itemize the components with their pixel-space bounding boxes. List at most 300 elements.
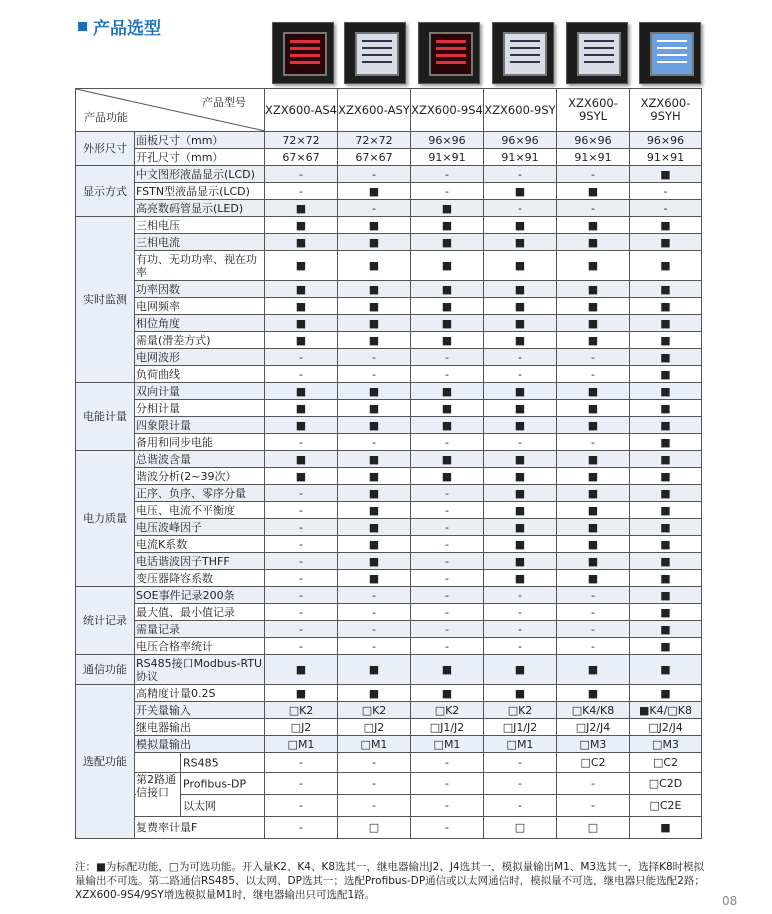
table-row — [76, 315, 702, 332]
cell-value: □M1 — [265, 736, 338, 753]
table-row — [76, 217, 702, 234]
table-row — [76, 621, 702, 638]
table-row — [76, 366, 702, 383]
group-label: 选配功能 — [76, 685, 135, 839]
cell-value: ■ — [484, 685, 557, 702]
table-row — [76, 132, 702, 149]
cell-value: ■ — [557, 502, 630, 519]
cell-value: - — [557, 621, 630, 638]
cell-value: - — [484, 795, 557, 817]
feature-label: 中文图形液晶显示(LCD) — [135, 166, 265, 183]
table-row — [76, 753, 702, 773]
table-row — [76, 604, 702, 621]
feature-label: 以太网 — [183, 799, 216, 812]
cell-value: ■ — [484, 183, 557, 200]
cell-value: □M1 — [484, 736, 557, 753]
cell-value: ■ — [630, 434, 702, 451]
feature-label: 双向计量 — [135, 383, 265, 400]
feature-label: SOE事件记录200条 — [135, 587, 265, 604]
cell-value: ■ — [630, 298, 702, 315]
cell-value: - — [338, 200, 411, 217]
table-row — [76, 702, 702, 719]
cell-value: ■ — [338, 451, 411, 468]
table-row — [76, 417, 702, 434]
cell-value: - — [411, 553, 484, 570]
cell-value: ■ — [338, 685, 411, 702]
cell-value: ■ — [557, 685, 630, 702]
feature-label: 开关量输入 — [135, 702, 265, 719]
header-corner — [76, 89, 265, 132]
cell-value: □C2E — [630, 795, 702, 817]
table-row — [76, 502, 702, 519]
cell-value: - — [338, 587, 411, 604]
table-row — [76, 468, 702, 485]
feature-label: 电流K系数 — [135, 536, 265, 553]
feature-label: 正序、负序、零序分量 — [135, 485, 265, 502]
cell-value: - — [338, 166, 411, 183]
title-bullet-icon — [78, 22, 87, 31]
table-row — [76, 349, 702, 366]
cell-value: 91×91 — [411, 149, 484, 166]
cell-value: ■ — [411, 315, 484, 332]
cell-value: - — [338, 434, 411, 451]
cell-value: - — [265, 366, 338, 383]
feature-label: 高精度计量0.2S — [135, 685, 265, 702]
table-row — [76, 638, 702, 655]
cell-value: ■ — [265, 217, 338, 234]
cell-value: ■ — [484, 217, 557, 234]
cell-value: - — [265, 604, 338, 621]
cell-value: ■ — [411, 655, 484, 685]
cell-value: ■ — [411, 332, 484, 349]
cell-value: ■ — [630, 366, 702, 383]
cell-value: □M3 — [630, 736, 702, 753]
feature-label: 谐波分析(2~39次） — [135, 468, 265, 485]
cell-value: - — [484, 621, 557, 638]
cell-value: - — [338, 753, 411, 773]
cell-value: ■ — [484, 298, 557, 315]
model-header: XZX600-ASY — [338, 89, 411, 132]
cell-value: - — [265, 434, 338, 451]
table-row — [76, 685, 702, 702]
cell-value: - — [338, 621, 411, 638]
cell-value: □C2 — [630, 753, 702, 773]
cell-value: 72×72 — [265, 132, 338, 149]
cell-value: ■ — [557, 234, 630, 251]
table-row — [76, 434, 702, 451]
cell-value: - — [265, 183, 338, 200]
cell-value: ■ — [557, 536, 630, 553]
product-images — [264, 22, 700, 86]
cell-value: - — [411, 366, 484, 383]
feature-label: 三相电流 — [135, 234, 265, 251]
cell-value: ■ — [630, 281, 702, 298]
cell-value: ■ — [557, 251, 630, 281]
cell-value: ■ — [484, 468, 557, 485]
cell-value: ■ — [557, 383, 630, 400]
meter-image-9syh — [639, 22, 701, 84]
cell-value: ■ — [338, 519, 411, 536]
cell-value: - — [557, 604, 630, 621]
cell-value: - — [484, 366, 557, 383]
cell-value: ■ — [338, 553, 411, 570]
cell-value: - — [557, 434, 630, 451]
table-row — [76, 166, 702, 183]
cell-value: ■ — [630, 817, 702, 839]
cell-value: - — [484, 638, 557, 655]
cell-value: ■ — [484, 281, 557, 298]
function-axis-label: 产品功能 — [84, 111, 128, 124]
feature-label: 继电器输出 — [135, 719, 265, 736]
cell-value: - — [557, 166, 630, 183]
cell-value: ■ — [630, 485, 702, 502]
cell-value: - — [265, 485, 338, 502]
cell-value: ■ — [265, 685, 338, 702]
cell-value: □J2/J4 — [557, 719, 630, 736]
cell-value: ■ — [630, 349, 702, 366]
cell-value: - — [411, 536, 484, 553]
feature-label: FSTN型液晶显示(LCD) — [135, 183, 265, 200]
cell-value: - — [265, 502, 338, 519]
cell-value: ■ — [557, 183, 630, 200]
cell-value: ■ — [411, 234, 484, 251]
cell-value: □M1 — [411, 736, 484, 753]
cell-value: ■ — [338, 298, 411, 315]
feature-label: 备用和同步电能 — [135, 434, 265, 451]
cell-value: ■ — [265, 315, 338, 332]
model-header: XZX600-9SY — [484, 89, 557, 132]
cell-value: □K2 — [484, 702, 557, 719]
table-row — [76, 451, 702, 468]
cell-value: ■ — [338, 570, 411, 587]
feature-label: 变压器降容系数 — [135, 570, 265, 587]
cell-value: - — [338, 638, 411, 655]
cell-value: □J1/J2 — [484, 719, 557, 736]
table-row — [76, 553, 702, 570]
cell-value: ■ — [265, 251, 338, 281]
feature-label: 电压、电流不平衡度 — [135, 502, 265, 519]
cell-value: - — [338, 773, 411, 795]
cell-value: 91×91 — [557, 149, 630, 166]
cell-value: □C2D — [630, 773, 702, 795]
feature-label: Profibus-DP — [183, 777, 247, 790]
group-label: 实时监测 — [76, 217, 135, 383]
cell-value: ■ — [630, 638, 702, 655]
cell-value: ■ — [265, 468, 338, 485]
cell-value: ■ — [484, 417, 557, 434]
cell-value: - — [411, 773, 484, 795]
cell-value: ■ — [557, 570, 630, 587]
table-row — [76, 234, 702, 251]
table-row — [76, 536, 702, 553]
cell-value: ■ — [557, 553, 630, 570]
cell-value: ■ — [630, 217, 702, 234]
cell-value: 96×96 — [557, 132, 630, 149]
cell-value: ■ — [265, 417, 338, 434]
cell-value: ■ — [630, 685, 702, 702]
cell-value: □K4/K8 — [557, 702, 630, 719]
cell-value: - — [630, 183, 702, 200]
feature-label: 三相电压 — [135, 217, 265, 234]
cell-value: - — [411, 638, 484, 655]
cell-value: □K2 — [265, 702, 338, 719]
cell-value: ■ — [630, 587, 702, 604]
cell-value: ■ — [630, 332, 702, 349]
cell-value: ■ — [630, 604, 702, 621]
cell-value: - — [484, 587, 557, 604]
cell-value: 96×96 — [411, 132, 484, 149]
feature-label: 需量记录 — [135, 621, 265, 638]
feature-label: 有功、无功功率、视在功率 — [135, 251, 265, 281]
header-row — [76, 89, 702, 132]
cell-value: ■ — [557, 417, 630, 434]
cell-value: ■ — [338, 485, 411, 502]
table-row — [76, 519, 702, 536]
cell-value: ■ — [630, 315, 702, 332]
cell-value: ■ — [557, 485, 630, 502]
cell-value: ■ — [557, 451, 630, 468]
cell-value: - — [411, 166, 484, 183]
cell-value: ■ — [630, 400, 702, 417]
cell-value: □K2 — [338, 702, 411, 719]
cell-value: ■ — [411, 200, 484, 217]
cell-value: ■ — [338, 417, 411, 434]
cell-value: - — [484, 773, 557, 795]
cell-value: - — [411, 183, 484, 200]
cell-value: - — [557, 773, 630, 795]
model-header: XZX600-9S4 — [411, 89, 484, 132]
cell-value: ■ — [484, 383, 557, 400]
cell-value: ■ — [557, 519, 630, 536]
table-row — [76, 149, 702, 166]
cell-value: ■ — [484, 553, 557, 570]
cell-value: ■ — [557, 315, 630, 332]
cell-value: - — [484, 166, 557, 183]
group-label: 外形尺寸 — [76, 132, 135, 166]
feature-label: 总谐波含量 — [135, 451, 265, 468]
feature-label: 电压合格率统计 — [135, 638, 265, 655]
cell-value: □ — [557, 817, 630, 839]
cell-value: - — [411, 349, 484, 366]
cell-value: - — [411, 519, 484, 536]
feature-label: 开孔尺寸（mm） — [135, 149, 265, 166]
section-title: 产品选型 — [78, 14, 161, 39]
sub-group-label: 第2路通信接口 — [136, 773, 180, 799]
feature-label: 功率因数 — [135, 281, 265, 298]
cell-value: - — [265, 166, 338, 183]
cell-value: ■ — [630, 468, 702, 485]
cell-value: ■ — [484, 332, 557, 349]
cell-value: - — [411, 621, 484, 638]
cell-value: □J2 — [265, 719, 338, 736]
cell-value: ■ — [338, 234, 411, 251]
cell-value: ■ — [484, 502, 557, 519]
cell-value: ■ — [484, 655, 557, 685]
cell-value: ■ — [411, 451, 484, 468]
cell-value: ■ — [484, 251, 557, 281]
table-row — [76, 281, 702, 298]
cell-value: - — [484, 200, 557, 217]
table-row — [76, 298, 702, 315]
table-row — [76, 817, 702, 839]
cell-value: ■ — [411, 217, 484, 234]
footnote: 注：■为标配功能，□为可选功能。开入量K2、K4、K8选其一，继电器输出J2、J4选其一，模拟量输出M1、M3选其一，选择K8时模拟量输出不可选。第二路通信RS485、以太网、DP选其一；选配Profibus-DP通信或以太网通信时，模拟量不可选，继电器只能选配2路；XZX600-9S4/9SY增选模拟量M1时，继电器输出只可选配1路。 — [75, 861, 705, 901]
cell-value: ■ — [557, 217, 630, 234]
table-row — [76, 383, 702, 400]
cell-value: ■ — [484, 451, 557, 468]
cell-value: ■ — [338, 315, 411, 332]
cell-value: ■ — [338, 655, 411, 685]
table-row — [76, 570, 702, 587]
cell-value: - — [265, 587, 338, 604]
table-row — [76, 332, 702, 349]
cell-value: ■ — [338, 468, 411, 485]
cell-value: ■ — [265, 383, 338, 400]
cell-value: 72×72 — [338, 132, 411, 149]
cell-value: - — [265, 753, 338, 773]
cell-value: ■ — [630, 451, 702, 468]
cell-value: ■ — [338, 251, 411, 281]
cell-value: - — [265, 621, 338, 638]
cell-value: - — [411, 570, 484, 587]
cell-value: ■ — [338, 383, 411, 400]
cell-value: - — [265, 817, 338, 839]
cell-value: ■ — [411, 400, 484, 417]
cell-value: ■ — [265, 200, 338, 217]
cell-value: ■ — [630, 502, 702, 519]
cell-value: - — [411, 485, 484, 502]
model-header: XZX600-AS4 — [265, 89, 338, 132]
cell-value: 96×96 — [484, 132, 557, 149]
cell-value: - — [265, 349, 338, 366]
group-label: 通信功能 — [76, 655, 135, 685]
feature-label: 模拟量输出 — [135, 736, 265, 753]
cell-value: ■ — [484, 519, 557, 536]
table-row — [76, 655, 702, 685]
cell-value: □J1/J2 — [411, 719, 484, 736]
meter-image-9s4 — [418, 22, 480, 84]
table-row — [76, 183, 702, 200]
cell-value: ■ — [484, 570, 557, 587]
cell-value: - — [265, 536, 338, 553]
cell-value: - — [557, 638, 630, 655]
cell-value: ■K4/□K8 — [630, 702, 702, 719]
cell-value: □K2 — [411, 702, 484, 719]
cell-value: ■ — [484, 315, 557, 332]
cell-value: ■ — [338, 502, 411, 519]
cell-value: - — [484, 349, 557, 366]
cell-value: - — [411, 434, 484, 451]
cell-value: ■ — [411, 383, 484, 400]
cell-value: - — [265, 773, 338, 795]
cell-value: □J2/J4 — [630, 719, 702, 736]
cell-value: ■ — [630, 234, 702, 251]
cell-value: ■ — [557, 281, 630, 298]
feature-label: 分相计量 — [135, 400, 265, 417]
cell-value: - — [411, 604, 484, 621]
cell-value: - — [411, 587, 484, 604]
cell-value: ■ — [557, 655, 630, 685]
cell-value: ■ — [265, 298, 338, 315]
table-row — [76, 587, 702, 604]
meter-image-as4 — [272, 22, 334, 84]
cell-value: □M3 — [557, 736, 630, 753]
cell-value: ■ — [338, 281, 411, 298]
cell-value: ■ — [265, 332, 338, 349]
table-row — [76, 485, 702, 502]
cell-value: ■ — [411, 685, 484, 702]
feature-label: 最大值、最小值记录 — [135, 604, 265, 621]
cell-value: 67×67 — [338, 149, 411, 166]
feature-label: RS485 — [183, 756, 219, 769]
feature-label: 负荷曲线 — [135, 366, 265, 383]
cell-value: ■ — [265, 451, 338, 468]
cell-value: - — [484, 434, 557, 451]
cell-value: ■ — [338, 183, 411, 200]
cell-value: - — [265, 570, 338, 587]
cell-value: ■ — [557, 332, 630, 349]
cell-value: - — [338, 604, 411, 621]
cell-value: - — [338, 366, 411, 383]
feature-label: 相位角度 — [135, 315, 265, 332]
cell-value: ■ — [265, 400, 338, 417]
model-header: XZX600- 9SYL — [557, 89, 630, 132]
cell-value: □M1 — [338, 736, 411, 753]
cell-value: ■ — [338, 400, 411, 417]
cell-value: ■ — [411, 417, 484, 434]
group-label: 显示方式 — [76, 166, 135, 217]
cell-value: □ — [484, 817, 557, 839]
cell-value: - — [557, 795, 630, 817]
cell-value: ■ — [411, 281, 484, 298]
cell-value: 91×91 — [484, 149, 557, 166]
cell-value: □C2 — [557, 753, 630, 773]
cell-value: - — [484, 604, 557, 621]
meter-image-9sy — [492, 22, 554, 84]
cell-value: ■ — [265, 234, 338, 251]
cell-value: ■ — [484, 400, 557, 417]
feature-label: 复费率计量F — [135, 817, 265, 839]
cell-value: ■ — [630, 166, 702, 183]
cell-value: ■ — [265, 655, 338, 685]
group-label: 统计记录 — [76, 587, 135, 655]
feature-label: RS485接口Modbus-RTU协议 — [135, 655, 265, 685]
cell-value: ■ — [630, 553, 702, 570]
cell-value: ■ — [630, 570, 702, 587]
cell-value: - — [557, 366, 630, 383]
table-row — [76, 736, 702, 753]
cell-value: - — [265, 519, 338, 536]
page-number: 08 — [722, 894, 738, 908]
cell-value: ■ — [557, 298, 630, 315]
cell-value: 67×67 — [265, 149, 338, 166]
cell-value: - — [411, 795, 484, 817]
cell-value: 96×96 — [630, 132, 702, 149]
table-row — [76, 400, 702, 417]
model-header: XZX600- 9SYH — [630, 89, 702, 132]
feature-label: 电网频率 — [135, 298, 265, 315]
cell-value: - — [557, 587, 630, 604]
cell-value: ■ — [630, 251, 702, 281]
cell-value: ■ — [265, 281, 338, 298]
cell-value: ■ — [630, 536, 702, 553]
cell-value: ■ — [338, 536, 411, 553]
cell-value: ■ — [557, 400, 630, 417]
cell-value: 91×91 — [630, 149, 702, 166]
cell-value: ■ — [338, 217, 411, 234]
cell-value: ■ — [338, 332, 411, 349]
cell-value: - — [557, 200, 630, 217]
